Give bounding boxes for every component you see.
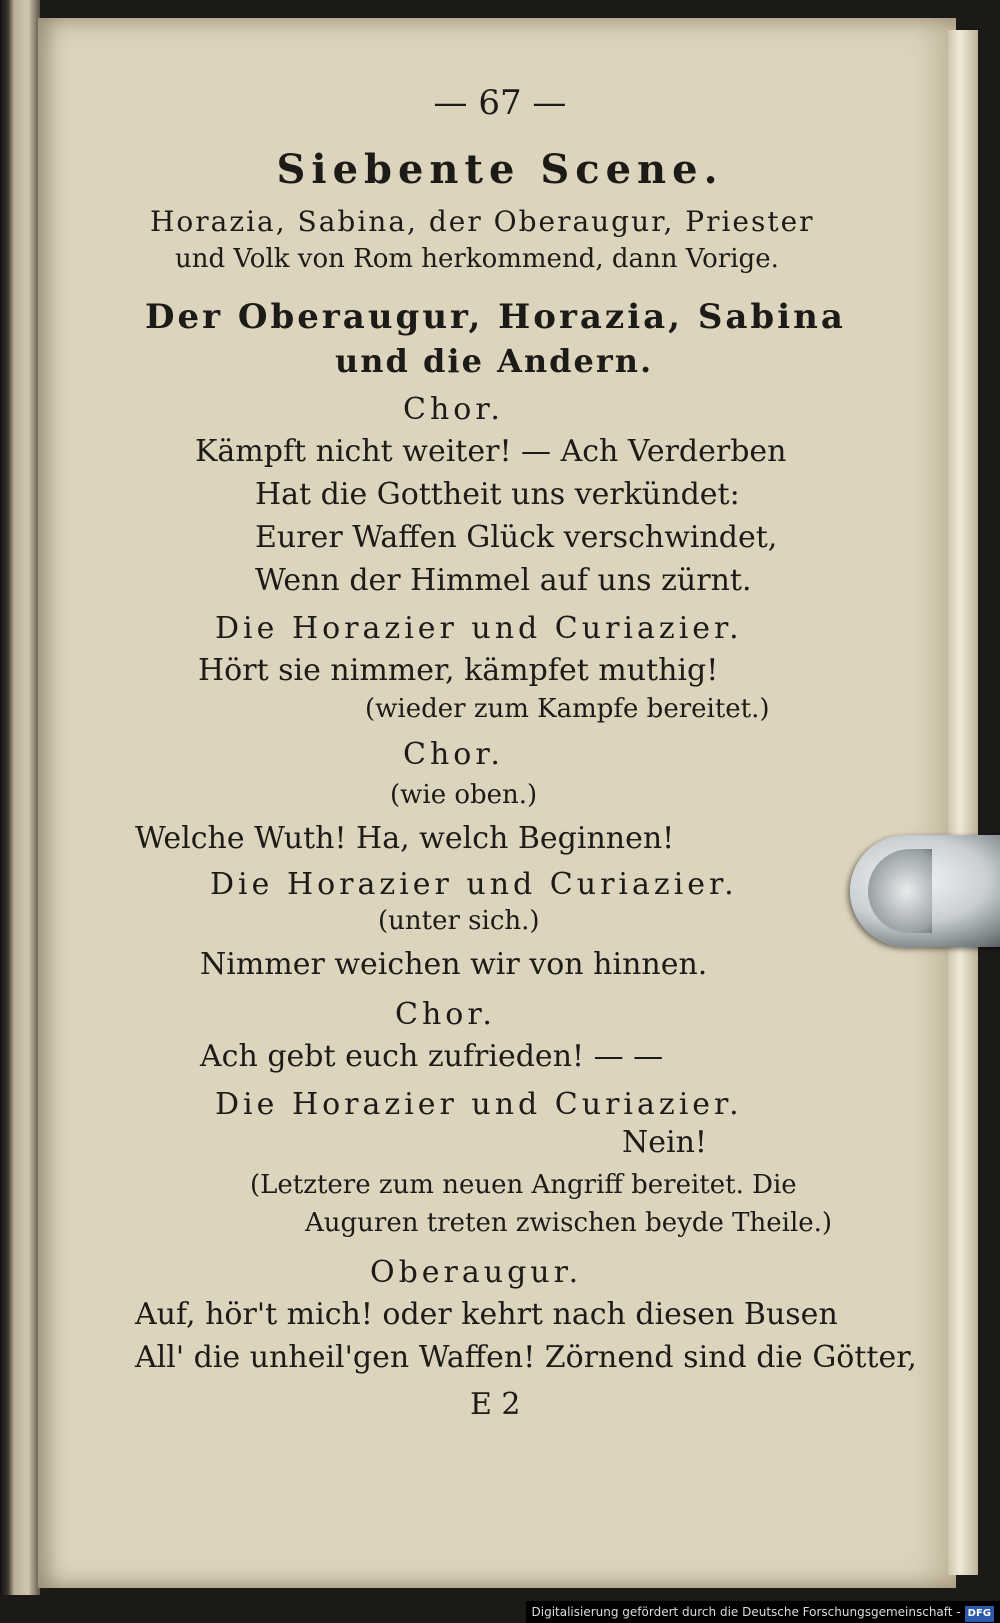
speaker-name: Die Horazier und Curiazier.	[210, 867, 738, 902]
verse-line: Ach gebt euch zufrieden! — —	[200, 1039, 664, 1074]
speaker-heading-1: Der Oberaugur, Horazia, Sabina	[145, 297, 846, 337]
persons-line-2: und Volk von Rom herkommend, dann Vorige.	[175, 244, 779, 274]
dfg-logo: DFG	[965, 1606, 994, 1622]
verse-line: Welche Wuth! Ha, welch Beginnen!	[135, 821, 675, 856]
speaker-heading-2: und die Andern.	[335, 342, 654, 380]
stage-direction: Auguren treten zwischen beyde Theile.)	[305, 1208, 833, 1238]
verse-line: Auf, hör't mich! oder kehrt nach diesen Busen	[135, 1297, 838, 1332]
speaker-name: Oberaugur.	[370, 1255, 583, 1290]
scene-title: Siebente Scene.	[276, 146, 724, 193]
speaker-name: Chor.	[403, 737, 504, 772]
stage-direction: (wieder zum Kampfe bereitet.)	[365, 694, 770, 724]
verse-line: Wenn der Himmel auf uns zürnt.	[255, 563, 752, 598]
verse-line: Eurer Waffen Glück verschwindet,	[255, 520, 778, 555]
stage-direction: (unter sich.)	[378, 906, 540, 936]
persons-line-1: Horazia, Sabina, der Oberaugur, Priester	[150, 205, 815, 238]
verse-line: All' die unheil'gen Waffen! Zörnend sind die Götter,	[135, 1340, 917, 1375]
footer-bar	[526, 1601, 1000, 1623]
page-clip	[850, 835, 1000, 947]
signature-mark: E 2	[470, 1387, 521, 1422]
speaker-name: Die Horazier und Curiazier.	[215, 1087, 743, 1122]
stage-direction: (Letztere zum neuen Angriff bereitet. Die	[250, 1170, 797, 1200]
page-number: — 67 —	[433, 83, 567, 123]
speaker-name: Chor.	[403, 392, 504, 427]
verse-line: Kämpft nicht weiter! — Ach Verderben	[195, 434, 787, 469]
footer-text: Digitalisierung gefördert durch die Deutsche Forschungsgemeinschaft -	[531, 1605, 961, 1619]
speaker-name: Die Horazier und Curiazier.	[215, 611, 743, 646]
verse-line: Nimmer weichen wir von hinnen.	[200, 947, 708, 982]
stage-direction: (wie oben.)	[390, 780, 538, 810]
verse-line: Hat die Gottheit uns verkündet:	[255, 477, 740, 512]
verse-line: Hört sie nimmer, kämpfet muthig!	[198, 653, 719, 688]
verse-line: Nein!	[622, 1125, 707, 1160]
speaker-name: Chor.	[395, 997, 496, 1032]
